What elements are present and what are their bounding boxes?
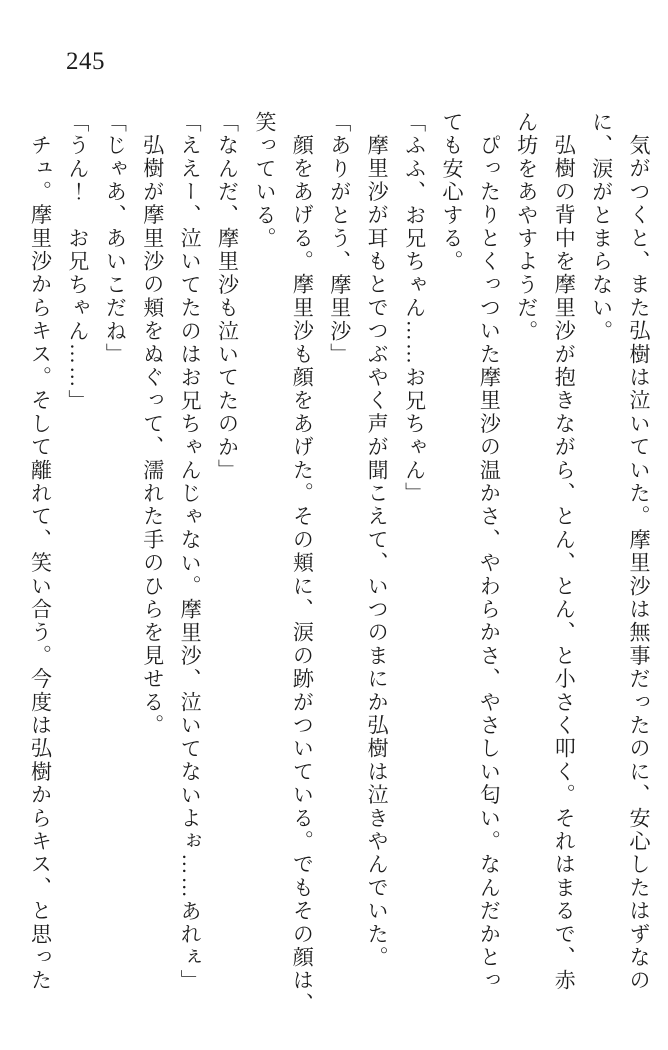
text-line: 気がつくと、また弘樹は泣いていた。摩里沙は無事だったのに、安心したはずなの: [627, 134, 651, 993]
text-columns: [21, 111, 657, 1021]
text-line: ん坊をあやすようだ。: [514, 111, 539, 343]
text-line: ても安心する。: [439, 111, 464, 274]
text-line: 弘樹の背中を摩里沙が抱きながら、とん、とん、と小さく叩く。それはまるで、赤: [552, 134, 577, 993]
text-line: 「ありがとう、摩里沙」: [327, 111, 352, 367]
text-line: 弘樹が摩里沙の頬をぬぐって、濡れた手のひらを見せる。: [140, 134, 165, 738]
text-line: 顔をあげる。摩里沙も顔をあげた。その頬に、涙の跡がついている。でもその顔は、: [290, 134, 315, 1016]
text-line: 「なんだ、摩里沙も泣いてたのか」: [215, 111, 240, 483]
text-line: 「じゃあ、あいこだね」: [103, 111, 128, 367]
text-line: 摩里沙が耳もとでつぶやく声が聞こえて、いつのまにか弘樹は泣きやんでいた。: [365, 134, 390, 970]
text-line: に、涙がとまらない。: [589, 111, 614, 343]
page-number: 245: [66, 48, 105, 75]
text-line: 「うん！ お兄ちゃん……」: [65, 111, 90, 413]
text-line: チュ。摩里沙からキス。そして離れて、笑い合う。今度は弘樹からキス、と思った: [28, 134, 53, 993]
text-line: 笑っている。: [252, 111, 277, 251]
text-line: ぴったりとくっついた摩里沙の温かさ、やわらかさ、やさしい匂い。なんだかとっ: [477, 134, 502, 993]
text-line: 「ええー、泣いてたのはお兄ちゃんじゃない。摩里沙、泣いてないよぉ……あれぇ」: [178, 111, 203, 993]
text-line: 「ふふ、お兄ちゃん……お兄ちゃん」: [402, 111, 427, 506]
